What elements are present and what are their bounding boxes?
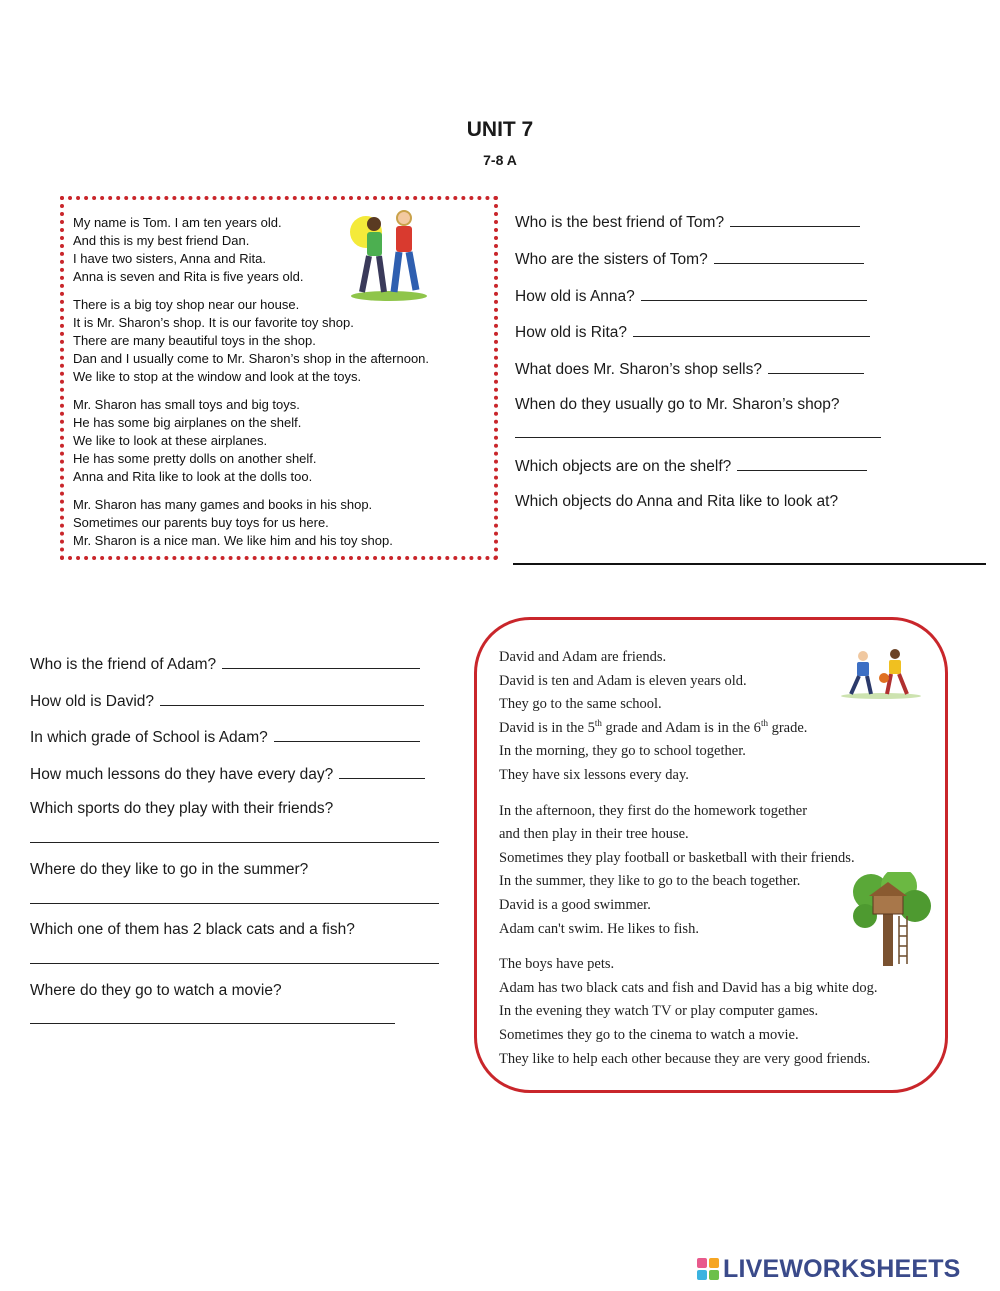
question-text: Who is the friend of Adam? bbox=[30, 656, 217, 673]
story-line: We like to stop at the window and look at the toys. bbox=[73, 369, 362, 384]
story-line: In the summer, they like to go to the beach together. bbox=[499, 873, 801, 890]
story-line: Sometimes they play football or basketball with their friends. bbox=[499, 849, 855, 866]
story-box-david-adam bbox=[474, 617, 948, 1093]
story-line: Mr. Sharon has many games and books in his shop. bbox=[73, 497, 373, 512]
story-line: Mr. Sharon is a nice man. We like him and his toy shop. bbox=[73, 533, 393, 548]
boy-shirt bbox=[396, 226, 412, 252]
question-row bbox=[515, 286, 867, 306]
story-paragraph bbox=[73, 396, 429, 486]
story-paragraph bbox=[73, 496, 429, 550]
boy-head bbox=[367, 217, 381, 231]
answer-blank[interactable] bbox=[222, 654, 420, 669]
question-text: Which objects do Anna and Rita like to look at? bbox=[515, 493, 839, 510]
answer-blank[interactable] bbox=[641, 286, 867, 301]
answer-blank[interactable] bbox=[768, 359, 864, 374]
story-box-tom bbox=[60, 196, 498, 560]
question-row bbox=[515, 249, 864, 269]
story-line: Adam can't swim. He likes to fish. bbox=[499, 920, 699, 937]
question-text: Which sports do they play with their friends? bbox=[30, 800, 334, 817]
liveworksheets-logo bbox=[697, 1254, 961, 1284]
answer-blank[interactable] bbox=[737, 456, 867, 471]
story-line: They have six lessons every day. bbox=[499, 766, 689, 783]
boy-legs bbox=[362, 256, 384, 292]
grass-shape bbox=[351, 291, 427, 301]
answer-blank[interactable] bbox=[30, 963, 439, 964]
story-line: Sometimes our parents buy toys for us here. bbox=[73, 515, 329, 530]
answer-blank[interactable] bbox=[30, 842, 439, 843]
story-line: David and Adam are friends. bbox=[499, 649, 667, 665]
story-line: Adam has two black cats and fish and David has a big white dog. bbox=[499, 979, 878, 996]
answer-blank[interactable] bbox=[339, 764, 425, 779]
story-line: Mr. Sharon has small toys and big toys. bbox=[73, 397, 300, 412]
boy-shirt bbox=[367, 232, 382, 256]
story-line: and then play in their tree house. bbox=[499, 826, 689, 843]
story-line bbox=[499, 717, 878, 741]
answer-blank[interactable] bbox=[274, 727, 420, 742]
story-line: Dan and I usually come to Mr. Sharon’s shop in the afternoon. bbox=[73, 351, 430, 366]
question-text: How old is Rita? bbox=[515, 324, 627, 341]
boy-legs bbox=[394, 252, 416, 292]
basketball-players-illustration bbox=[839, 648, 923, 700]
question-row bbox=[515, 359, 864, 379]
story-line: And this is my best friend Dan. bbox=[73, 233, 250, 248]
page-title: UNIT 7 bbox=[466, 118, 534, 141]
story-line: My name is Tom. I am ten years old. bbox=[73, 215, 282, 230]
story-line: He has some pretty dolls on another shelf. bbox=[73, 451, 317, 466]
story-text-part: David is in the 5 bbox=[499, 719, 595, 736]
answer-blank[interactable] bbox=[30, 903, 439, 904]
logo-text: LIVEWORKSHEETS bbox=[723, 1254, 961, 1283]
question-text: When do they usually go to Mr. Sharon’s shop? bbox=[515, 396, 840, 413]
story-paragraph bbox=[73, 296, 429, 386]
question-text: Where do they like to go in the summer? bbox=[30, 861, 309, 878]
question-text: How old is David? bbox=[30, 693, 155, 710]
story-line: In the evening they watch TV or play computer games. bbox=[499, 1003, 819, 1020]
question-row bbox=[515, 456, 867, 476]
question-text: Where do they go to watch a movie? bbox=[30, 982, 282, 999]
story-text-part: grade. bbox=[767, 719, 808, 736]
question-row bbox=[30, 691, 424, 711]
basketball-shape bbox=[879, 673, 889, 683]
question-text: How much lessons do they have every day? bbox=[30, 766, 334, 783]
story-line: In the morning, they go to school together. bbox=[499, 743, 746, 760]
ladder-shape bbox=[899, 916, 907, 964]
question-text: Which objects are on the shelf? bbox=[515, 458, 732, 475]
story-line: David is a good swimmer. bbox=[499, 896, 651, 913]
story-line: He has some big airplanes on the shelf. bbox=[73, 415, 302, 430]
logo-icon bbox=[697, 1258, 719, 1280]
question-row bbox=[30, 727, 420, 747]
answer-blank[interactable] bbox=[714, 249, 864, 264]
story-line: They like to help each other because they are very good friends. bbox=[499, 1050, 871, 1067]
answer-blank[interactable] bbox=[515, 437, 881, 438]
question-text: How old is Anna? bbox=[515, 288, 635, 305]
superscript: th bbox=[760, 717, 768, 728]
player-shirt bbox=[857, 662, 869, 676]
story-line: There is a big toy shop near our house. bbox=[73, 297, 300, 312]
question-text: What does Mr. Sharon’s shop sells? bbox=[515, 361, 762, 378]
story-line: Anna is seven and Rita is five years old. bbox=[73, 269, 304, 284]
house-shape bbox=[873, 894, 903, 914]
answer-blank[interactable] bbox=[513, 563, 986, 565]
trunk-shape bbox=[883, 912, 893, 966]
player-head bbox=[858, 651, 868, 661]
question-text: In which grade of School is Adam? bbox=[30, 729, 268, 746]
story-line: It is Mr. Sharon’s shop. It is our favorite toy shop. bbox=[73, 315, 354, 330]
player-shirt bbox=[889, 660, 901, 674]
story-text-part: grade and Adam is in the 6 bbox=[601, 719, 761, 736]
story-line: They go to the same school. bbox=[499, 696, 662, 713]
tree-house-illustration bbox=[851, 872, 933, 968]
answer-blank[interactable] bbox=[633, 322, 870, 337]
superscript: th bbox=[594, 717, 602, 728]
story-line: We like to look at these airplanes. bbox=[73, 433, 268, 448]
story-line: David is ten and Adam is eleven years old. bbox=[499, 672, 747, 689]
boy-head bbox=[397, 211, 411, 225]
story-line: I have two sisters, Anna and Rita. bbox=[73, 251, 266, 266]
story-line: The boys have pets. bbox=[499, 956, 615, 973]
question-text: Who are the sisters of Tom? bbox=[515, 251, 708, 268]
story-line: In the afternoon, they first do the homework together bbox=[499, 802, 808, 819]
question-row bbox=[30, 764, 425, 784]
story-text bbox=[499, 646, 878, 1071]
story-line: There are many beautiful toys in the shop. bbox=[73, 333, 316, 348]
story-line: Sometimes they go to the cinema to watch a movie. bbox=[499, 1026, 799, 1043]
question-text: Who is the best friend of Tom? bbox=[515, 214, 725, 231]
player-legs bbox=[887, 674, 907, 694]
player-head bbox=[890, 649, 900, 659]
player-legs bbox=[851, 676, 871, 694]
story-line: Anna and Rita like to look at the dolls too. bbox=[73, 469, 313, 484]
answer-blank[interactable] bbox=[160, 691, 424, 706]
answer-blank[interactable] bbox=[730, 212, 860, 227]
answer-blank[interactable] bbox=[30, 1023, 395, 1024]
two-boys-illustration bbox=[344, 206, 434, 302]
question-row bbox=[515, 212, 860, 232]
question-row bbox=[515, 322, 870, 342]
question-row bbox=[30, 654, 420, 674]
page-subtitle: 7-8 A bbox=[483, 152, 517, 168]
question-text: Which one of them has 2 black cats and a fish? bbox=[30, 921, 355, 938]
